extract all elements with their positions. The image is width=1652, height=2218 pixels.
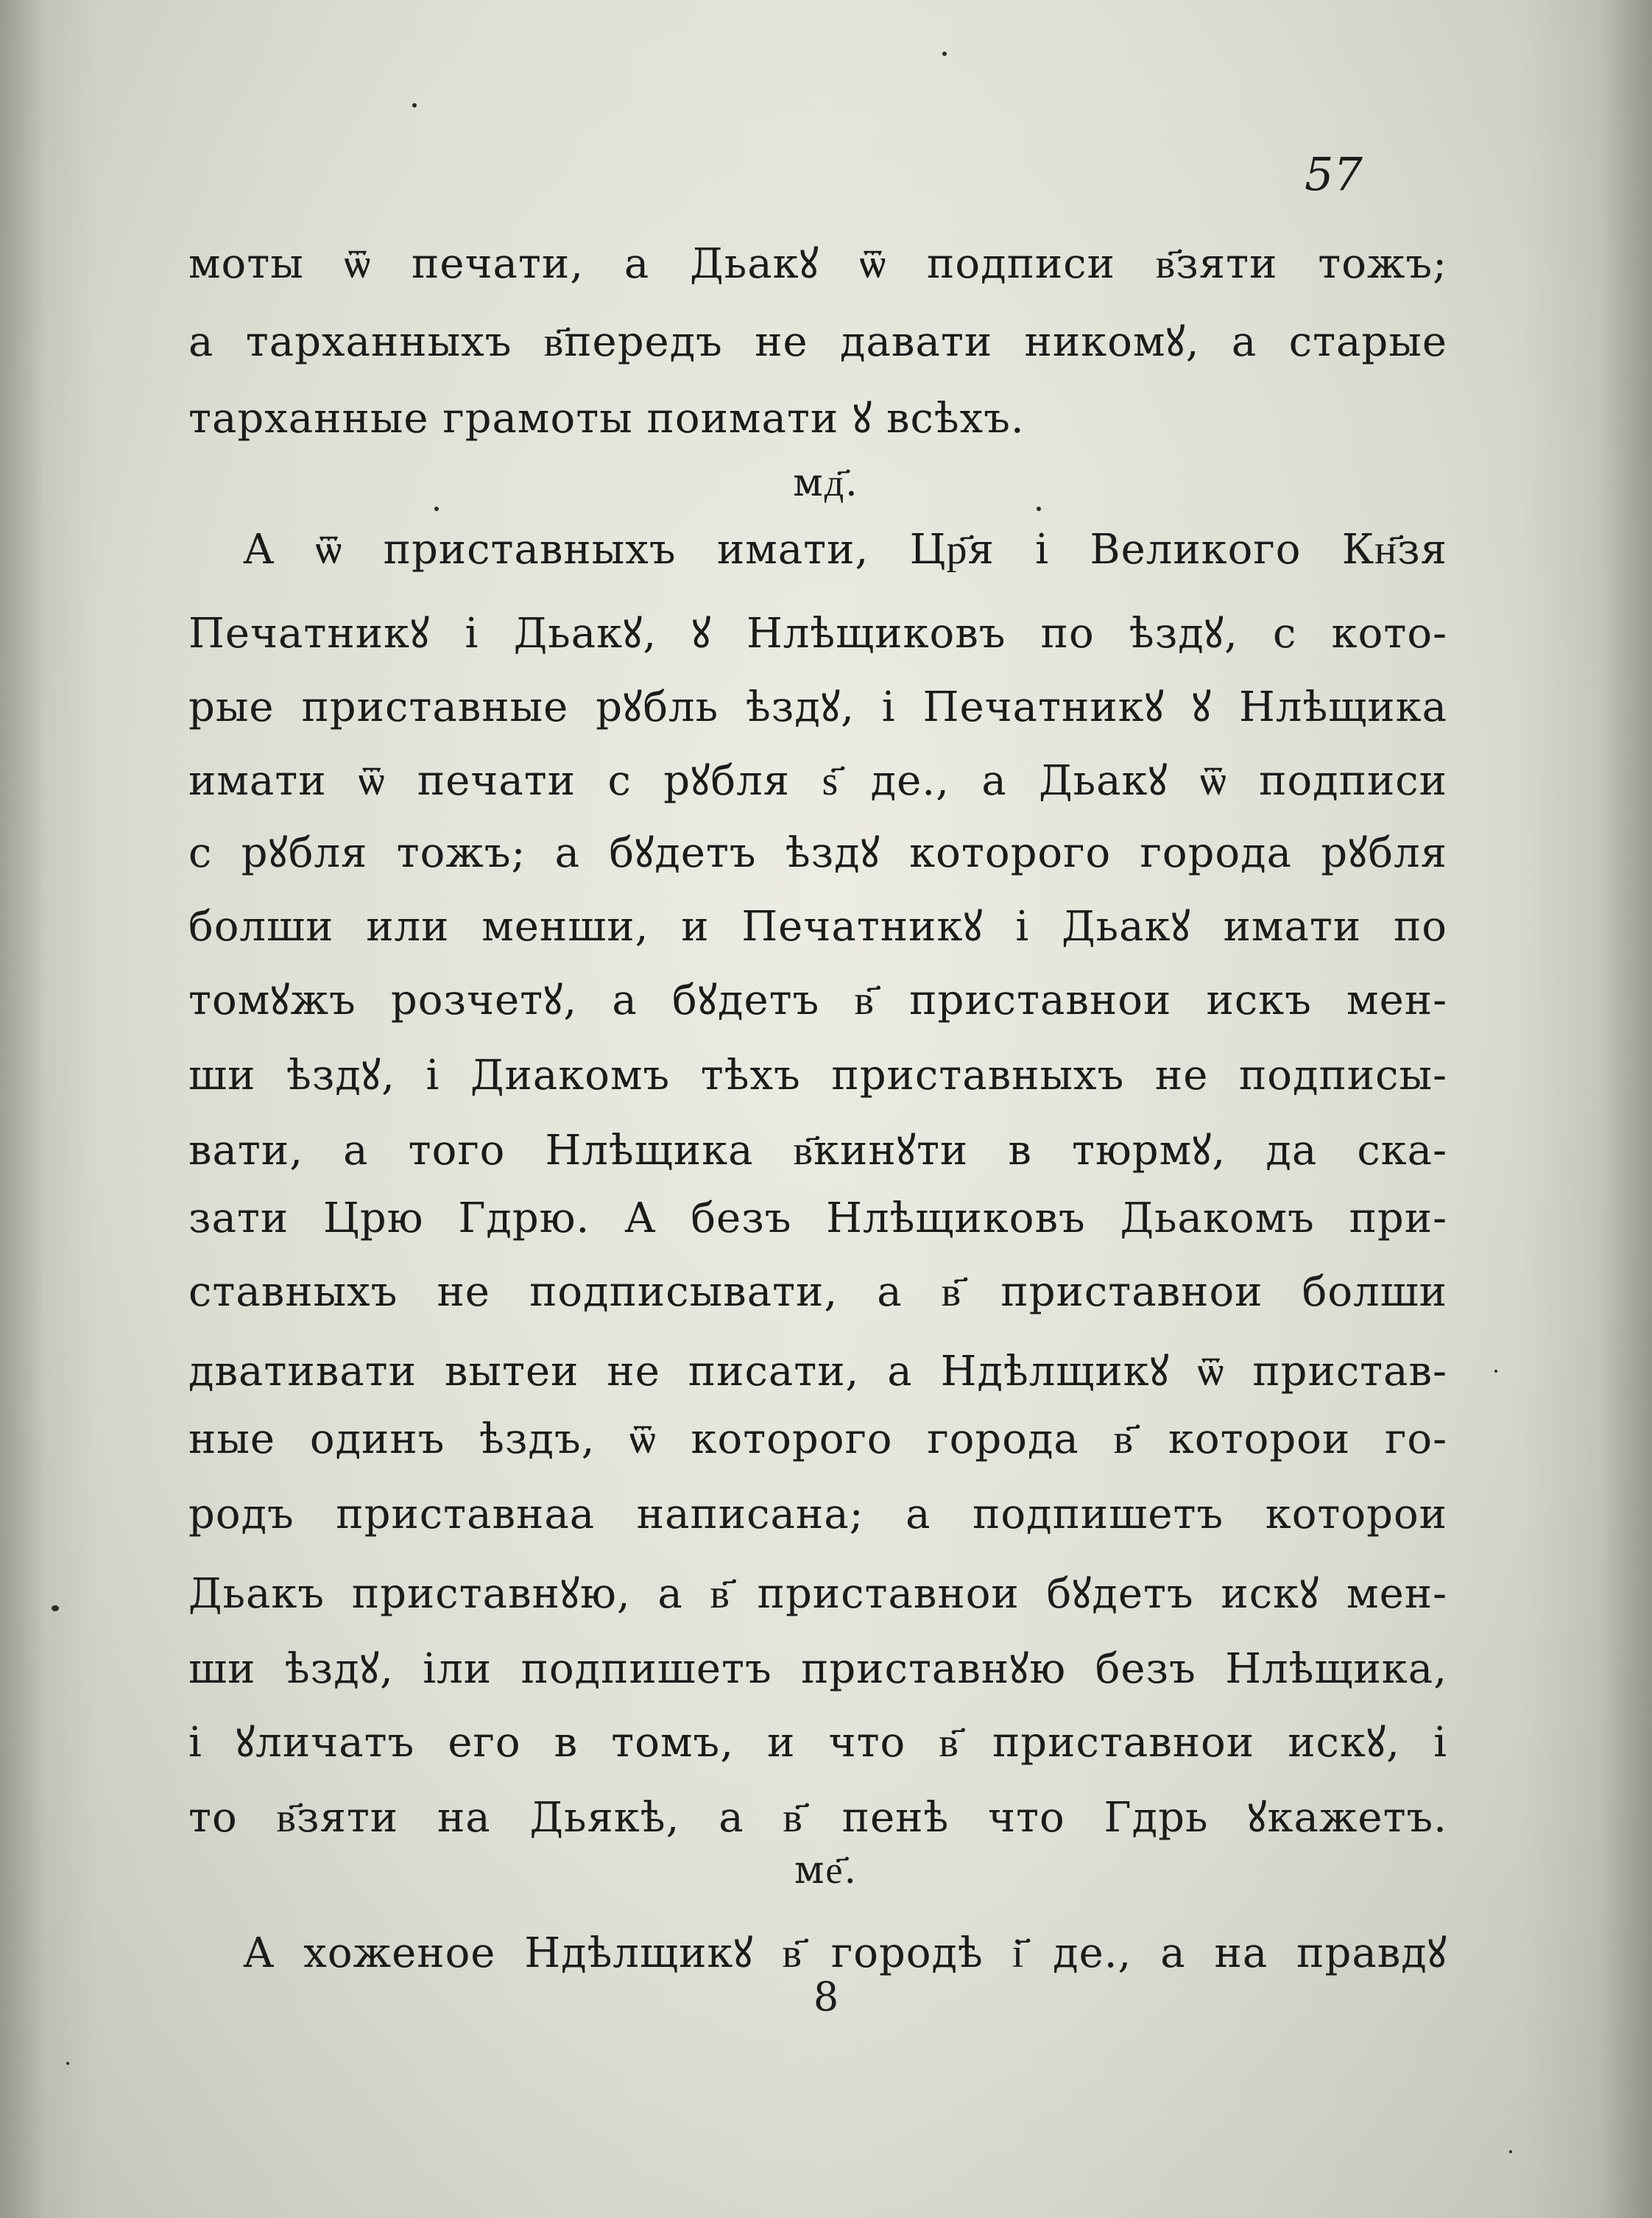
text-line: двативати вытеи не писати, а Ндѣлщикꙋ ѿ пристав- xyxy=(188,1348,1447,1395)
signature-mark: 8 xyxy=(813,1974,839,2020)
text-line: родъ приставнаа написана; а подпишетъ которои xyxy=(188,1490,1447,1538)
text-line: Дьакъ приставнꙋю, а в҃ приставнои бꙋдетъ искꙋ мен- xyxy=(188,1570,1447,1618)
text-line: томꙋжъ розчетꙋ, а бꙋдетъ в҃ приставнои искъ мен- xyxy=(188,976,1447,1024)
page-number: 57 xyxy=(1305,147,1363,201)
section-number: ме҃. xyxy=(794,1848,858,1893)
text-line: зати Црю Гдрю. А безъ Нлѣщиковъ Дьакомъ при- xyxy=(188,1194,1447,1242)
text-line: ши ѣздꙋ, іли подпишетъ приставнꙋю безъ Нлѣщика, xyxy=(188,1645,1447,1693)
text-line: А хоженое Ндѣлщикꙋ в҃ городѣ і҃ де., а на правдꙋ xyxy=(243,1929,1447,1977)
text-line: вати, а того Нлѣщика в҃кинꙋти в тюрмꙋ, да ска- xyxy=(188,1127,1447,1175)
text-line: а тарханныхъ в҃передъ не давати никомꙋ, а старые xyxy=(188,318,1447,366)
text-line: болши или менши, и Печатникꙋ і Дьакꙋ имати по xyxy=(188,903,1447,951)
text-line: моты ѿ печати, а Дьакꙋ ѿ подписи в҃зяти тожъ; xyxy=(188,240,1447,288)
text-line: ши ѣздꙋ, і Диакомъ тѣхъ приставныхъ не подписы- xyxy=(188,1052,1447,1099)
text-line: то в҃зяти на Дьякѣ, а в҃ пенѣ что Гдрь ꙋкажетъ. xyxy=(188,1794,1447,1842)
text-line: ставныхъ не подписывати, а в҃ приставнои болши xyxy=(188,1268,1447,1316)
text-line: ные одинъ ѣздъ, ѿ которого города в҃ которои го- xyxy=(188,1415,1447,1463)
section-number: мд҃. xyxy=(793,461,859,505)
text-line: рые приставные рꙋбль ѣздꙋ, і Печатникꙋ ꙋ Нлѣщика xyxy=(188,683,1447,731)
text-line: тарханные грамоты поимати ꙋ всѣхъ. xyxy=(188,395,1025,443)
text-line: А ѿ приставныхъ имати, Цр҃я і Великого Кн҃зя xyxy=(243,526,1447,574)
text-line: і ꙋличатъ его в томъ, и что в҃ приставнои искꙋ, і xyxy=(188,1719,1447,1767)
text-line: Печатникꙋ і Дьакꙋ, ꙋ Нлѣщиковъ по ѣздꙋ, с кото- xyxy=(188,610,1447,658)
text-line: с рꙋбля тожъ; а бꙋдетъ ѣздꙋ которого города рꙋбля xyxy=(188,829,1447,877)
text-line: имати ѿ печати с рꙋбля ѕ҃ де., а Дьакꙋ ѿ подписи xyxy=(188,757,1447,805)
